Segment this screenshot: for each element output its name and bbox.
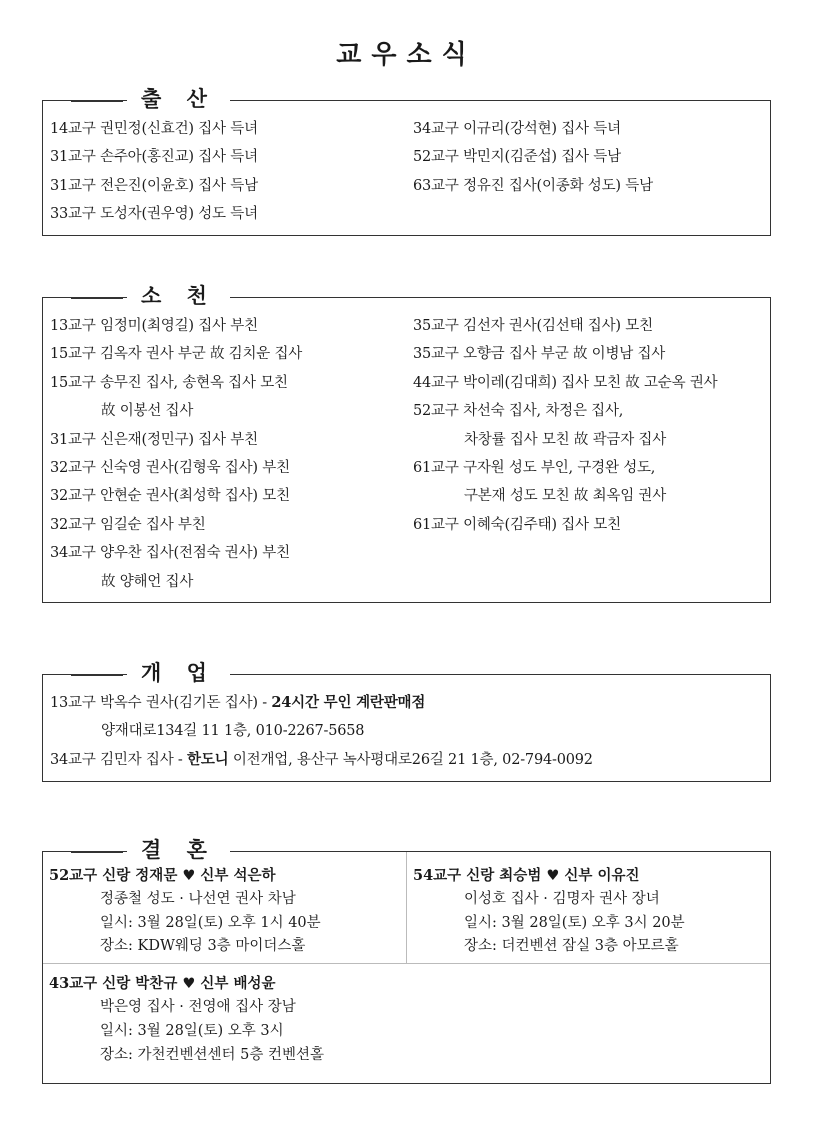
list-item: 차창률 집사 모친 故 곽금자 집사 (464, 431, 667, 448)
section-heading: 결 혼 (127, 837, 230, 863)
wedding-date: 일시: 3월 28일(토) 오후 1시 40분 (100, 914, 321, 931)
list-item: 35교구 김선자 권사(김선태 집사) 모친 (413, 318, 653, 334)
list-item: 61교구 구자원 성도 부인, 구경완 성도, (413, 460, 656, 477)
list-item: 52교구 박민지(김준섭) 집사 득남 (413, 149, 621, 166)
wedding-place: 장소: 더컨벤션 잠실 3층 아모르홀 (464, 938, 679, 955)
list-item: 63교구 정유진 집사(이종화 성도) 득남 (413, 177, 653, 194)
list-item: 15교구 김옥자 권사 부군 故 김치운 집사 (50, 346, 303, 363)
list-item: 구본재 성도 모친 故 최옥임 권사 (464, 488, 667, 505)
wedding-parents: 박은영 집사 · 전영애 집사 장남 (100, 998, 296, 1015)
heading-rule (71, 101, 123, 102)
list-item: 31교구 신은재(정민구) 집사 부친 (50, 431, 258, 448)
list-item: 34교구 양우찬 집사(전점숙 권사) 부친 (50, 545, 290, 562)
wedding-parents: 정종철 성도 · 나선연 권사 차남 (100, 890, 296, 907)
wedding-card (43, 964, 770, 1073)
wedding-place: 장소: 가천컨벤션센터 5층 컨벤션홀 (100, 1046, 325, 1063)
list-item: 32교구 신숙영 권사(김형욱 집사) 부친 (50, 460, 290, 477)
section-heading: 개 업 (127, 660, 230, 686)
list-item: 故 이봉선 집사 (101, 403, 194, 420)
list-item: 52교구 차선숙 집사, 차정은 집사, (413, 403, 624, 420)
list-item: 31교구 손주아(홍진교) 집사 득녀 (50, 149, 258, 166)
wedding-title: 54교구 신랑 최승범 ♥ 신부 이유진 (413, 867, 640, 884)
wedding-card (43, 852, 407, 963)
opening-item: 34교구 김민자 집사 - 한도니 이전개업, 용산구 녹사평대로26길 21 1층, 02-794-0092 (50, 750, 593, 768)
funeral-section (42, 283, 771, 603)
list-item: 32교구 임길순 집사 부친 (50, 516, 206, 533)
list-item: 33교구 도성자(권우영) 성도 득녀 (50, 206, 258, 223)
wedding-place: 장소: KDW웨딩 3층 마이더스홀 (100, 938, 306, 955)
wedding-parents: 이성호 집사 · 김명자 권사 장녀 (464, 890, 660, 907)
section-heading: 소 천 (127, 283, 230, 309)
wedding-title: 43교구 신랑 박찬규 ♥ 신부 배성윤 (49, 975, 276, 993)
opening-item: 13교구 박옥수 권사(김기돈 집사) - 24시간 무인 계란판매점 (50, 694, 426, 711)
list-item: 13교구 임정미(최영길) 집사 부친 (50, 318, 258, 334)
heading-rule (71, 298, 123, 299)
opening-address: 양재대로134길 11 1층, 010-2267-5658 (101, 723, 365, 740)
list-item: 44교구 박이레(김대희) 집사 모친 故 고순옥 권사 (413, 374, 718, 391)
opening-section (42, 660, 771, 782)
list-item: 61교구 이혜숙(김주태) 집사 모친 (413, 516, 621, 533)
wedding-date: 일시: 3월 28일(토) 오후 3시 20분 (464, 914, 685, 931)
section-heading: 출 산 (127, 86, 230, 112)
list-item: 31교구 전은진(이윤호) 집사 득남 (50, 177, 258, 194)
list-item: 32교구 안현순 권사(최성학 집사) 모친 (50, 488, 290, 505)
birth-section (42, 86, 771, 236)
heading-rule (71, 852, 123, 853)
wedding-section (42, 837, 771, 1084)
heading-rule (71, 675, 123, 676)
wedding-date: 일시: 3월 28일(토) 오후 3시 (100, 1022, 284, 1039)
list-item: 故 양해언 집사 (101, 573, 194, 590)
wedding-title: 52교구 신랑 정재문 ♥ 신부 석은하 (49, 867, 276, 884)
wedding-card (407, 852, 770, 963)
list-item: 34교구 이규리(강석현) 집사 득녀 (413, 121, 621, 137)
list-item: 35교구 오향금 집사 부군 故 이병남 집사 (413, 346, 666, 363)
list-item: 14교구 권민정(신효건) 집사 득녀 (50, 121, 258, 137)
page-title: 교우소식 (336, 40, 477, 70)
list-item: 15교구 송무진 집사, 송현옥 집사 모친 (50, 374, 288, 391)
